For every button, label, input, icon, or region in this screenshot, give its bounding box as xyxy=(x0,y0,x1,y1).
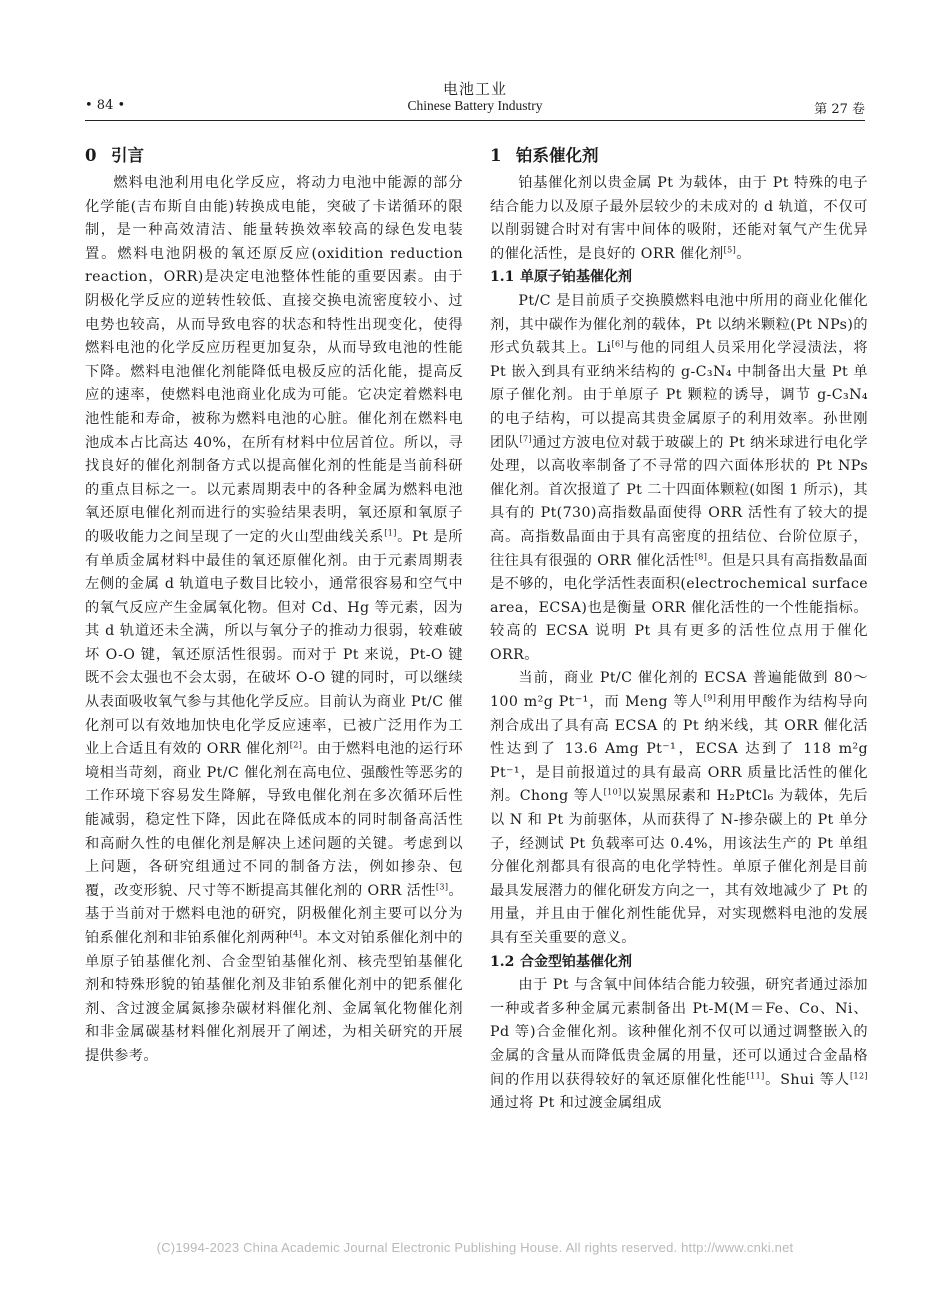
left-column xyxy=(85,140,463,1069)
text-run: 。基于当前对于燃料电池的研究，阴极催化剂主要可以分为铂系催化剂和非铂系催化剂两种 xyxy=(85,882,463,946)
section-heading-1 xyxy=(490,144,868,168)
journal-title-en: Chinese Battery Industry xyxy=(407,98,543,113)
section-heading-intro xyxy=(85,144,463,168)
intro-paragraph xyxy=(85,172,463,1069)
text-run: 与他的同组人员采用化学浸渍法，将 Pt 嵌入到具有亚纳米结构的 g-C₃N₄ 中制备出大量 Pt 单原子催化剂。由于单原子 Pt 颗粒的诱导，调节 g-C₃N₄ 的电子结构，可以提高其贵金属原子的利用效率。孙世刚团队 xyxy=(490,340,869,451)
copyright-footer: (C)1994-2023 China Academic Journal Electronic Publishing House. All rights reserved. http://www.cnki.net xyxy=(156,1240,794,1255)
citation-11[interactable]: [11] xyxy=(746,1070,765,1080)
text-run: Pt/C 是目前质子交换膜燃料电池中所用的商业化催化剂，其中碳作为催化剂的载体，Pt 以纳米颗粒(Pt NPs)的形式负载其上。Li xyxy=(490,292,868,357)
subsection-heading-1-1 xyxy=(490,266,868,290)
subsection-title: 合金型铂基催化剂 xyxy=(520,953,632,970)
volume-label: 第 27 卷 xyxy=(814,102,865,117)
citation-2[interactable]: [2] xyxy=(289,740,303,750)
header-rule xyxy=(85,120,865,121)
subsection-title: 单原子铂基催化剂 xyxy=(520,269,632,286)
citation-9[interactable]: [9] xyxy=(703,693,717,703)
citation-1[interactable]: [1] xyxy=(384,528,397,538)
text-run: 。 xyxy=(736,245,751,262)
journal-title-cn: 电池工业 xyxy=(442,80,507,98)
citation-3[interactable]: [3] xyxy=(435,882,449,892)
citation-7[interactable]: [7] xyxy=(519,433,533,443)
text-run: 。Pt 是所有单质金属材料中最佳的氧还原催化剂。由于元素周期表左侧的金属 d 轨道电子数目比较小，通常很容易和空气中的氧气反应产生金属氧化物。但对 Cd、Hg 等元素，因为其 d 轨道还未全满，所以与氧分子的推动力很弱，较难破坏 O-O 键，氧还原活性很弱。而对于 Pt 来说，Pt-O 键既不会太强也不会太弱，在破坏 O-O 键的同时，可以继续从表面吸收氧气参与其他化学反应。目前认为商业 Pt/C 催化剂可以有效地加快电化学反应速率，已被广泛用作为工业上合适且有效的 ORR 催化剂 xyxy=(85,528,463,758)
text-run: 以炭黑尿素和 H₂PtCl₆ 为载体，先后以 N 和 Pt 为前驱体，从而获得了 N-掺杂碳上的 Pt 单分子，经测试 Pt 负载率可达 0.4%，用该法生产的 Pt 单组分催化剂都具有很高的电化学特性。单原子催化剂是目前最具发展潜力的催化研发方向之一，其有效地减少了 Pt 的用量，并且由于催化剂性能优异，对实现燃料电池的发展具有至关重要的意义。 xyxy=(490,788,869,946)
citation-5[interactable]: [5] xyxy=(723,245,737,255)
subsection-1-2-paragraph xyxy=(490,974,868,1116)
section-number: 0 xyxy=(85,146,97,165)
right-column xyxy=(490,140,868,1116)
subsection-number: 1.2 xyxy=(490,953,515,970)
text-run: 。本文对铂系催化剂中的单原子铂基催化剂、合金型铂基催化剂、核壳型铂基催化剂和特殊形貌的铂基催化剂及非铂系催化剂中的钯系催化剂、含过渡金属氮掺杂碳材料催化剂、金属氧化物催化剂和非金属碳基材料催化剂展开了阐述，为相关研究的开展提供参考。 xyxy=(85,930,463,1064)
citation-12[interactable]: [12] xyxy=(849,1070,868,1080)
section-1-paragraph xyxy=(490,172,868,266)
text-run: 利用甲酸作为结构导向剂合成出了具有高 ECSA 的 Pt 纳米线，其 ORR 催化活性达到了 13.6 Amg Pt⁻¹，ECSA 达到了 118 m²g Pt⁻¹，是目前报道过的具有最高 ORR 质量比活性的催化剂。Chong 等人 xyxy=(490,694,868,805)
citation-10[interactable]: [10] xyxy=(603,787,622,797)
text-run: 当前，商业 Pt/C 催化剂的 ECSA 普遍能做到 80～100 m²g Pt⁻¹，而 Meng 等人 xyxy=(490,670,868,711)
text-run: 铂基催化剂以贵金属 Pt 为载体，由于 Pt 特殊的电子结合能力以及原子最外层较少的未成对的 d 轨道，不仅可以削弱键合时对有害中间体的吸附，还能对氧气产生优异的催化活性，是良好的 ORR 催化剂 xyxy=(490,175,868,262)
section-number: 1 xyxy=(490,146,502,165)
text-run: 。由于燃料电池的运行环境相当苛刻，商业 Pt/C 催化剂在高电位、强酸性等恶劣的工作环境下容易发生降解，导致电催化剂在多次循环后性能减弱，稳定性下降，因此在降低成本的同时制备高活性和高耐久性的电催化剂是解决上述问题的关键。考虑到以上问题，各研究组通过不同的制备方法，例如掺杂、包覆，改变形貌、尺寸等不断提高其催化剂的 ORR 活性 xyxy=(85,741,463,899)
text-run: 通过方波电位对载于玻碳上的 Pt 纳米球进行电化学处理，以高收率制备了不寻常的四六面体形状的 Pt NPs 催化剂。首次报道了 Pt 二十四面体颗粒(如图 1 所示)，其具有的 Pt(730)高指数晶面使得 ORR 活性有了较大的提高。高指数晶面由于具有高密度的扭结位、台阶位原子，往往具有很强的 ORR 催化活性 xyxy=(490,434,868,569)
text-run: 由于 Pt 与含氧中间体结合能力较强，研究者通过添加一种或者多种金属元素制备出 Pt-M(M＝Fe、Co、Ni、Pd 等)合金催化剂。该种催化剂不仅可以通过调整嵌入的金属的含量从而降低贵金属的用量，还可以通过合金晶格间的作用以获得较好的氧还原催化性能 xyxy=(490,977,868,1088)
subsection-1-1-paragraph-2 xyxy=(490,667,868,950)
page-header xyxy=(85,72,865,118)
page-number: • 84 • xyxy=(85,98,126,113)
citation-6[interactable]: [6] xyxy=(611,339,625,349)
citation-4[interactable]: [4] xyxy=(289,929,303,939)
subsection-heading-1-2 xyxy=(490,951,868,975)
subsection-1-1-paragraph-1 xyxy=(490,290,868,668)
text-run: 。但是只具有高指数晶面是不够的，电化学活性表面积(electrochemical surface area，ECSA)也是衡量 ORR 催化活性的一个性能指标。较高的 ECSA 说明 Pt 具有更多的活性位点用于催化 ORR。 xyxy=(490,552,868,663)
section-title: 引言 xyxy=(111,146,144,165)
text-run: 燃料电池利用电化学反应，将动力电池中能源的部分化学能(吉布斯自由能)转换成电能，突破了卡诺循环的限制，是一种高效清洁、能量转换效率较高的绿色发电装置。燃料电池阴极的氧还原反应(oxidition reduction reaction，ORR)是决定电池整体性能的重要因素。由于阴极化学反应的逆转性较低、直接交换电流密度较小、过电势也较高，从而导致电容的状态和特性出现变化，使得燃料电池的化学反应历程更加复杂，从而导致电池的性能下降。燃料电池催化剂能降低电极反应的活化能，提高反应的速率，使燃料电池商业化成为可能。它决定着燃料电池性能和寿命，被称为燃料电池的心脏。催化剂在燃料电池成本占比高达 40%，在所有材料中位居首位。所以，寻找良好的催化剂制备方式以提高催化剂的性能是当前科研的重点目标之一。以元素周期表中的各种金属为燃料电池氧还原电催化剂而进行的实验结果表明，氧还原和氧原子的吸收能力之间呈现了一定的火山型曲线关系 xyxy=(85,175,463,545)
text-run: 。Shui 等人 xyxy=(764,1071,850,1088)
citation-8[interactable]: [8] xyxy=(694,551,708,561)
subsection-number: 1.1 xyxy=(490,269,515,286)
section-title: 铂系催化剂 xyxy=(516,146,599,165)
text-run: 通过将 Pt 和过渡金属组成 xyxy=(490,1095,662,1112)
